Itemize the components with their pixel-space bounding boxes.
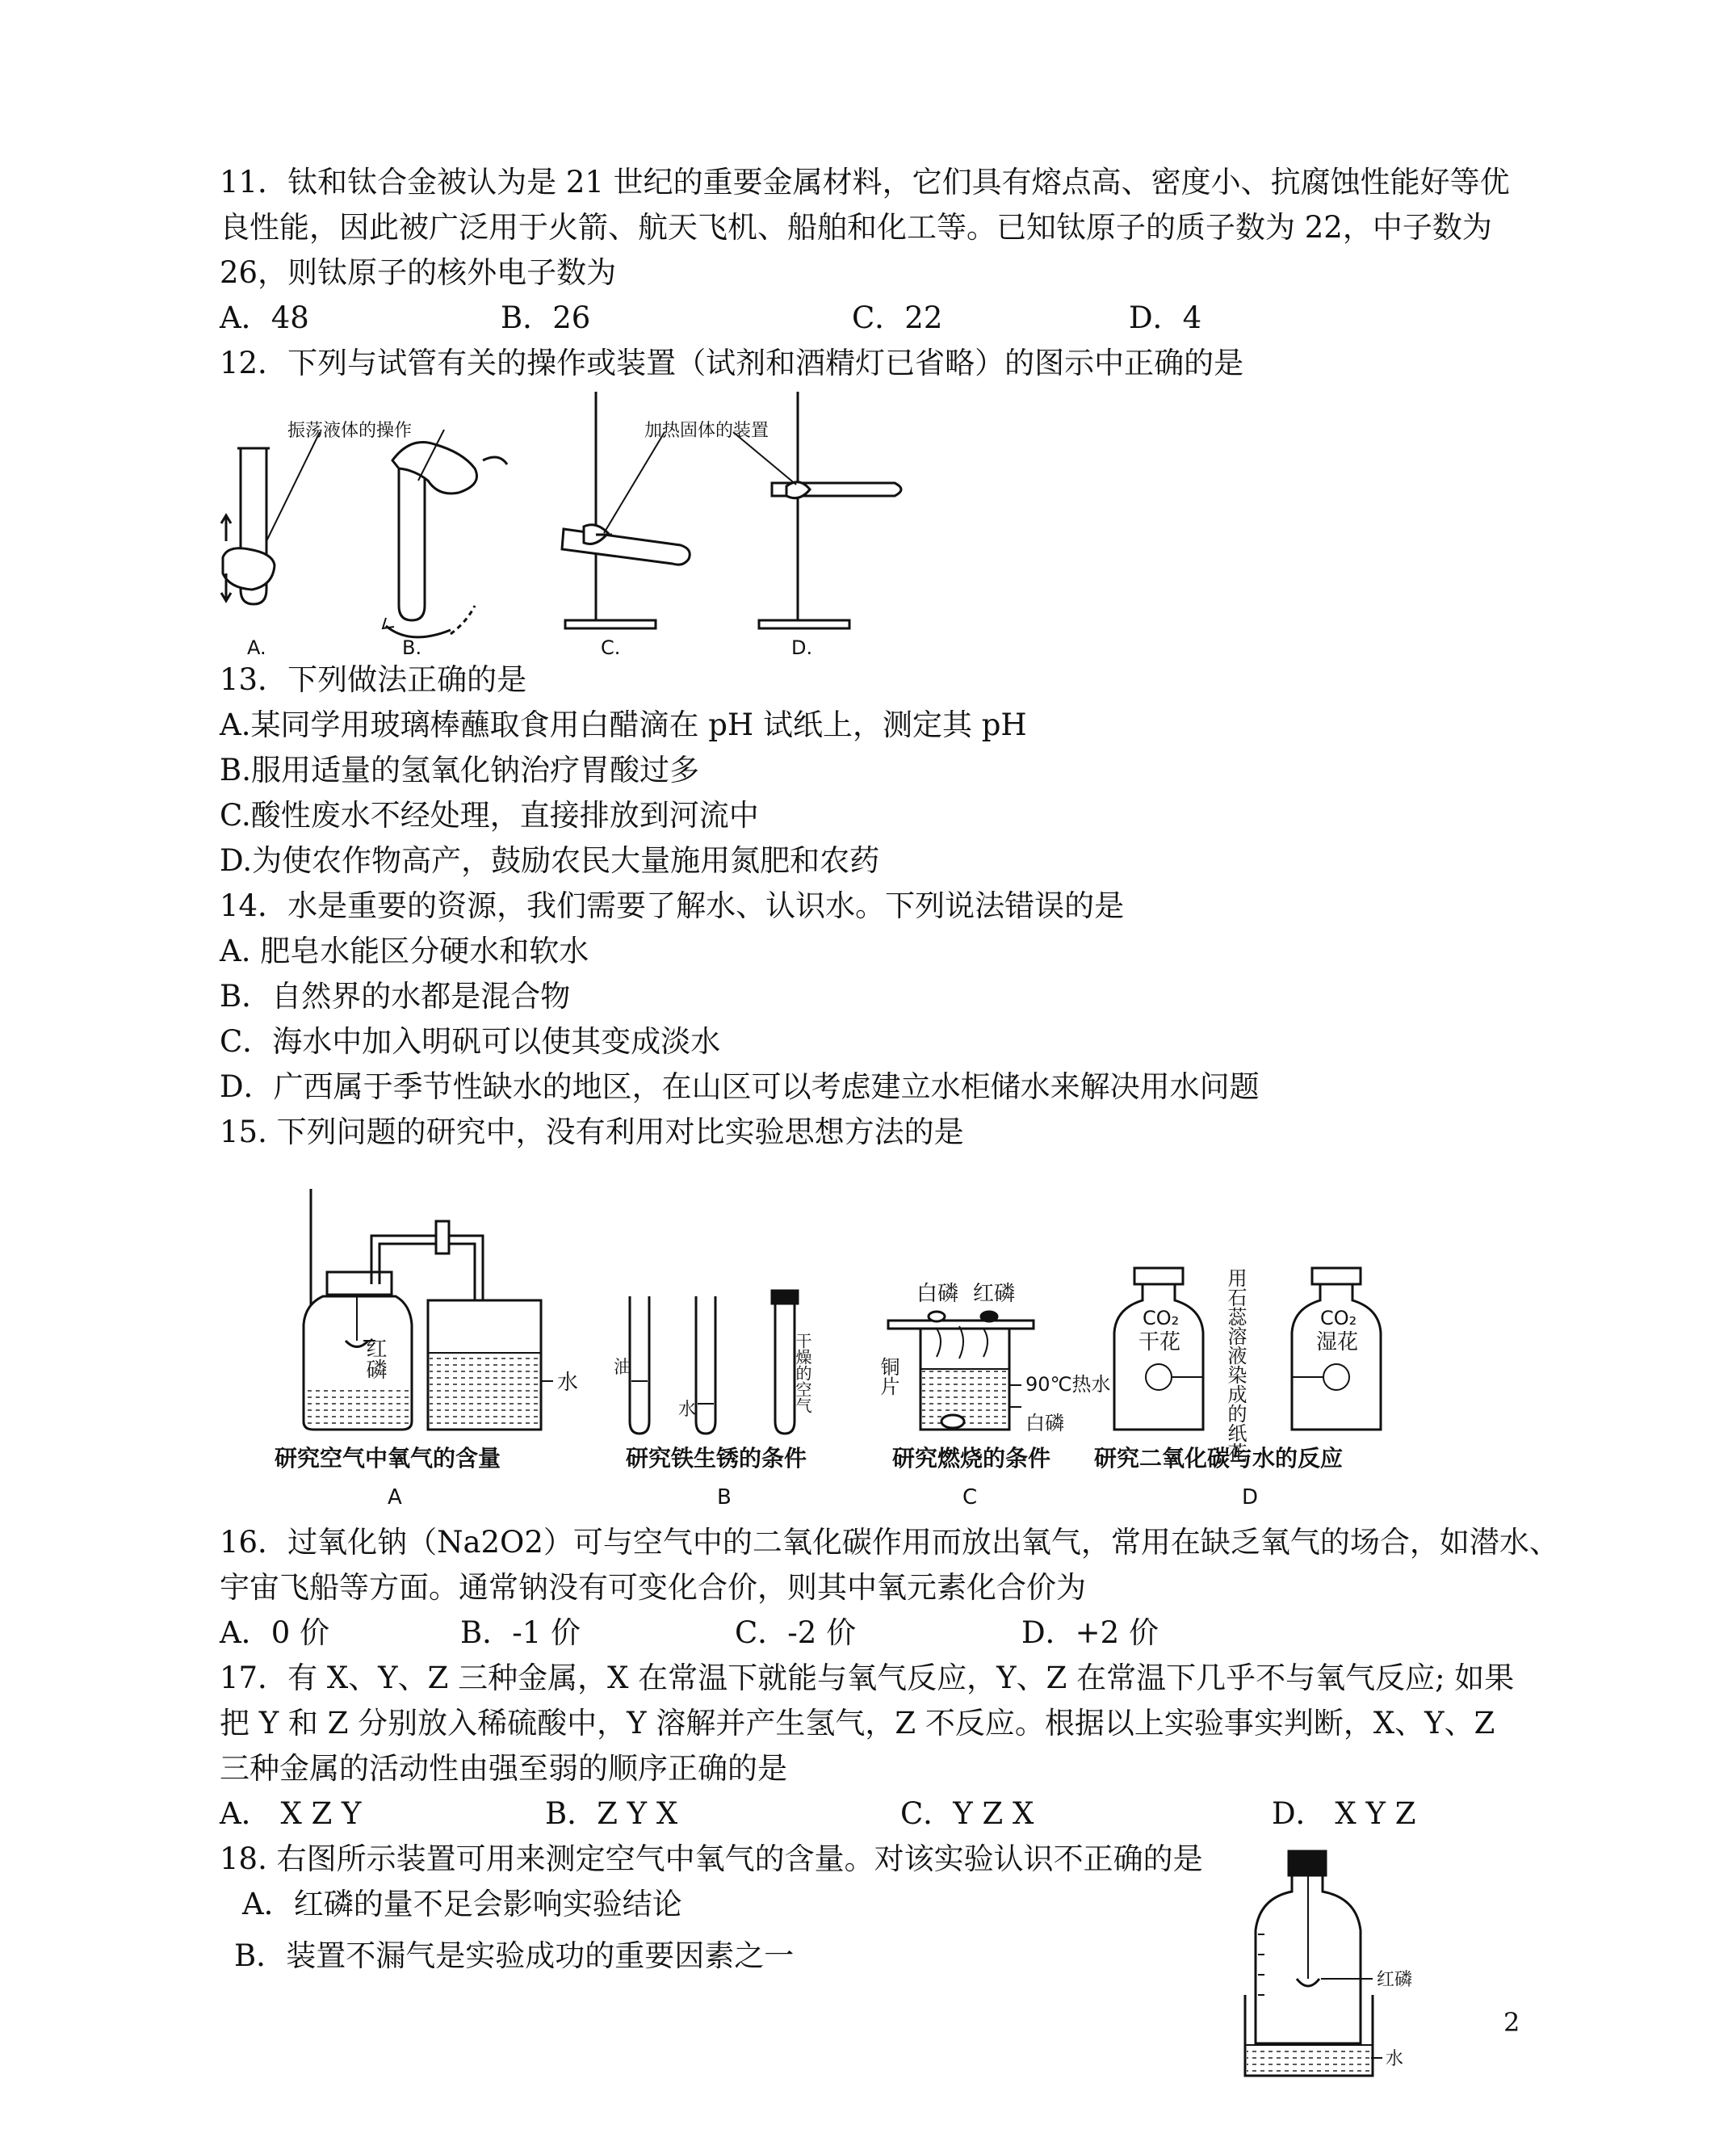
q11-option-b: B．26: [501, 300, 591, 335]
q12-fig-b: [383, 430, 507, 637]
q15-caption-a: 研究空气中氧气的含量: [275, 1445, 501, 1472]
q12-fig-a: [221, 432, 320, 604]
q17-line-3: 三种金属的活动性由强至弱的顺序正确的是: [220, 1751, 787, 1786]
q15-letter-d: D: [1242, 1485, 1259, 1510]
q15-label-dry-flower: 干花: [1138, 1330, 1181, 1354]
q12-letter-a: A.: [247, 636, 266, 659]
q14-option-b: B．自然界的水都是混合物: [220, 979, 571, 1014]
q13-stem: 13．下列做法正确的是: [220, 662, 527, 697]
q15-caption-b: 研究铁生锈的条件: [626, 1445, 807, 1472]
q18-apparatus-figure: [1243, 1841, 1445, 2084]
q15-label-white-p-bottom: 白磷: [1025, 1412, 1064, 1434]
q17-option-c: C．Y Z X: [900, 1796, 1034, 1831]
q18-option-b: B．装置不漏气是实验成功的重要因素之一: [234, 1938, 795, 1973]
q15-label-litmus-flower: 用石蕊溶液染成的纸花: [1224, 1268, 1247, 1462]
q11-option-a: A．48: [220, 300, 309, 335]
q12-letter-c: C.: [601, 636, 621, 659]
q14-option-d: D．广西属于季节性缺水的地区，在山区可以考虑建立水柜储水来解决用水问题: [220, 1069, 1260, 1104]
q11-line-3: 26，则钛原子的核外电子数为: [220, 255, 617, 290]
q15-letter-b: B: [717, 1485, 732, 1510]
q17-line-2: 把 Y 和 Z 分别放入稀硫酸中，Y 溶解并产生氢气，Z 不反应。根据以上实验事实判断，X、Y、Z: [220, 1706, 1495, 1741]
q15-label-co2-dry: CO₂: [1143, 1307, 1180, 1329]
q17-option-b: B．Z Y X: [545, 1796, 678, 1831]
q15-caption-d: 研究二氧化碳与水的反应: [1094, 1445, 1344, 1472]
q16-line-2: 宇宙飞船等方面。通常钠没有可变化合价，则其中氧元素化合价为: [220, 1570, 1086, 1605]
q16-option-c: C．-2 价: [735, 1615, 857, 1650]
q18-label-red-p: 红磷: [1377, 1970, 1413, 1990]
q11-option-d: D．4: [1129, 300, 1202, 335]
q15-label-hot-water: 90℃热水: [1025, 1373, 1111, 1396]
q15-caption-c: 研究燃烧的条件: [892, 1445, 1051, 1472]
q17-line-1: 17．有 X、Y、Z 三种金属，X 在常温下就能与氧气反应，Y、Z 在常温下几乎不与氧气反应; 如果: [220, 1661, 1515, 1695]
q18-option-a: A．红磷的量不足会影响实验结论: [242, 1887, 682, 1921]
q15-fig-b: [630, 1291, 798, 1434]
q13-option-c: C.酸性废水不经处理，直接排放到河流中: [220, 798, 759, 833]
q15-label-dry-air: 干燥的空气: [793, 1333, 812, 1413]
q11-line-2: 良性能，因此被广泛用于火箭、航天飞机、船舶和化工等。已知钛原子的质子数为 22，中子数为: [220, 210, 1492, 245]
q11-option-c: C．22: [852, 300, 943, 335]
q13-option-d: D.为使农作物高产，鼓励农民大量施用氮肥和农药: [220, 843, 880, 878]
q16-option-d: D．+2 价: [1021, 1615, 1159, 1650]
q15-label-co2-wet: CO₂: [1320, 1307, 1357, 1329]
q17-option-a: A． X Z Y: [220, 1796, 362, 1831]
q15-experiment-figure: [266, 1187, 1413, 1510]
q12-stem: 12．下列与试管有关的操作或装置（试剂和酒精灯已省略）的图示中正确的是: [220, 346, 1244, 380]
q16-option-a: A．0 价: [220, 1615, 330, 1650]
q15-fig-c: [888, 1312, 1034, 1430]
q12-letter-b: B.: [402, 636, 422, 659]
q14-option-a: A. 肥皂水能区分硬水和软水: [220, 934, 589, 968]
q15-label-water-b: 水: [678, 1400, 697, 1420]
q11-line-1: 11．钛和钛合金被认为是 21 世纪的重要金属材料，它们具有熔点高、密度小、抗腐蚀性能好等优: [220, 165, 1510, 199]
q15-label-copper: 铜片: [877, 1357, 899, 1396]
q15-fig-a: [304, 1189, 553, 1430]
q13-option-b: B.服用适量的氢氧化钠治疗胃酸过多: [220, 753, 699, 787]
q17-option-d: D． X Y Z: [1272, 1796, 1416, 1831]
q12-letter-d: D.: [791, 636, 813, 659]
q15-label-white-p-top: 白磷: [916, 1282, 959, 1306]
q14-stem: 14．水是重要的资源，我们需要了解水、认识水。下列说法错误的是: [220, 888, 1125, 923]
q12-label-heat: 加热固体的装置: [644, 421, 769, 441]
q16-line-1: 16．过氧化钠（Na2O2）可与空气中的二氧化碳作用而放出氧气，常用在缺乏氧气的场合，如潜水、: [220, 1525, 1559, 1560]
q15-stem: 15. 下列问题的研究中，没有利用对比实验思想方法的是: [220, 1115, 964, 1149]
q14-option-c: C．海水中加入明矾可以使其变成淡水: [220, 1024, 721, 1059]
q15-label-oil: 油: [614, 1358, 632, 1378]
q12-test-tube-figure: [216, 388, 927, 662]
q15-letter-a: A: [388, 1485, 402, 1510]
q15-label-wet-flower: 湿花: [1316, 1330, 1359, 1354]
page-number: 2: [1503, 2007, 1520, 2038]
q15-label-red-p: 红磷: [973, 1282, 1016, 1306]
q15-label-water-a: 水: [557, 1371, 579, 1395]
q13-option-a: A.某同学用玻璃棒蘸取食用白醋滴在 pH 试纸上，测定其 pH: [220, 708, 1027, 742]
q12-label-shake: 振荡液体的操作: [287, 421, 413, 441]
q18-stem: 18. 右图所示装置可用来测定空气中氧气的含量。对该实验认识不正确的是: [220, 1841, 1203, 1876]
q15-letter-c: C: [962, 1485, 978, 1510]
q16-option-b: B．-1 价: [460, 1615, 581, 1650]
q15-label-p: 红磷: [363, 1337, 387, 1379]
q18-label-water: 水: [1386, 2049, 1404, 2069]
